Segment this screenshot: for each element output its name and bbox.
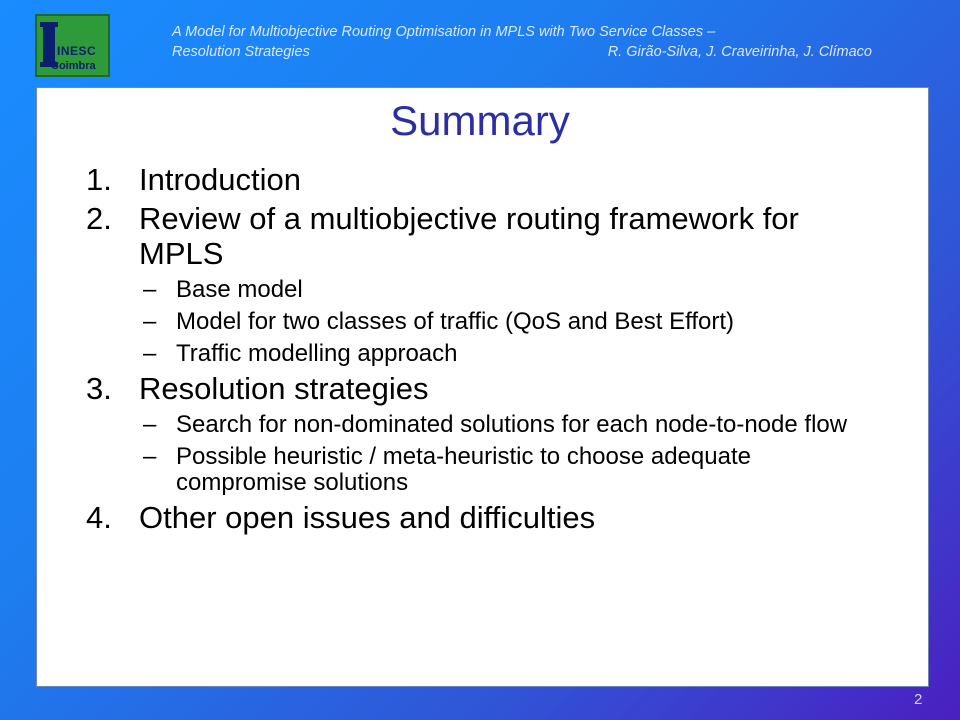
item-number: 4. xyxy=(86,500,112,535)
sub-item xyxy=(143,341,886,367)
header-authors: R. Girão-Silva, J. Craveirinha, J. Clímaco xyxy=(607,44,872,60)
sub-item xyxy=(143,444,886,496)
page-number: 2 xyxy=(914,691,923,708)
header-title-line1: A Model for Multiobjective Routing Optimisation in MPLS with Two Service Classes – xyxy=(172,24,716,40)
list-item xyxy=(86,500,886,535)
sub-item-text: Search for non-dominated solutions for each node-to-node flow xyxy=(176,411,848,438)
sub-item xyxy=(143,412,886,438)
sub-item-dash: – xyxy=(143,276,157,303)
item-number: 3. xyxy=(86,371,112,406)
list-item xyxy=(86,371,886,406)
item-text: Introduction xyxy=(139,162,301,197)
item-text: Resolution strategies xyxy=(139,371,429,406)
sub-item-text: Possible heuristic / meta-heuristic to choose adequate compromise solutions xyxy=(176,443,751,496)
sub-item xyxy=(143,277,886,303)
list-item xyxy=(86,162,886,197)
summary-list xyxy=(86,158,886,535)
logo-subtitle: Coimbra xyxy=(51,60,96,72)
slide-header xyxy=(172,22,872,62)
inesc-coimbra-logo xyxy=(35,14,110,77)
item-number: 1. xyxy=(86,162,112,197)
slide-title: Summary xyxy=(390,97,570,144)
sub-item-text: Model for two classes of traffic (QoS and Best Effort) xyxy=(176,308,735,335)
sub-item xyxy=(143,309,886,335)
item-text: Review of a multiobjective routing framework for MPLS xyxy=(139,201,799,271)
list-item xyxy=(86,201,886,271)
header-title-line2: Resolution Strategies xyxy=(172,44,310,60)
sub-item-dash: – xyxy=(143,411,157,438)
logo-name: INESC xyxy=(57,44,97,58)
sub-item-dash: – xyxy=(143,308,157,335)
sub-item-dash: – xyxy=(143,443,157,470)
item-number: 2. xyxy=(86,201,112,236)
sub-item-text: Base model xyxy=(176,276,303,303)
sub-item-dash: – xyxy=(143,340,157,367)
sub-item-text: Traffic modelling approach xyxy=(176,340,458,367)
item-text: Other open issues and difficulties xyxy=(139,500,596,535)
